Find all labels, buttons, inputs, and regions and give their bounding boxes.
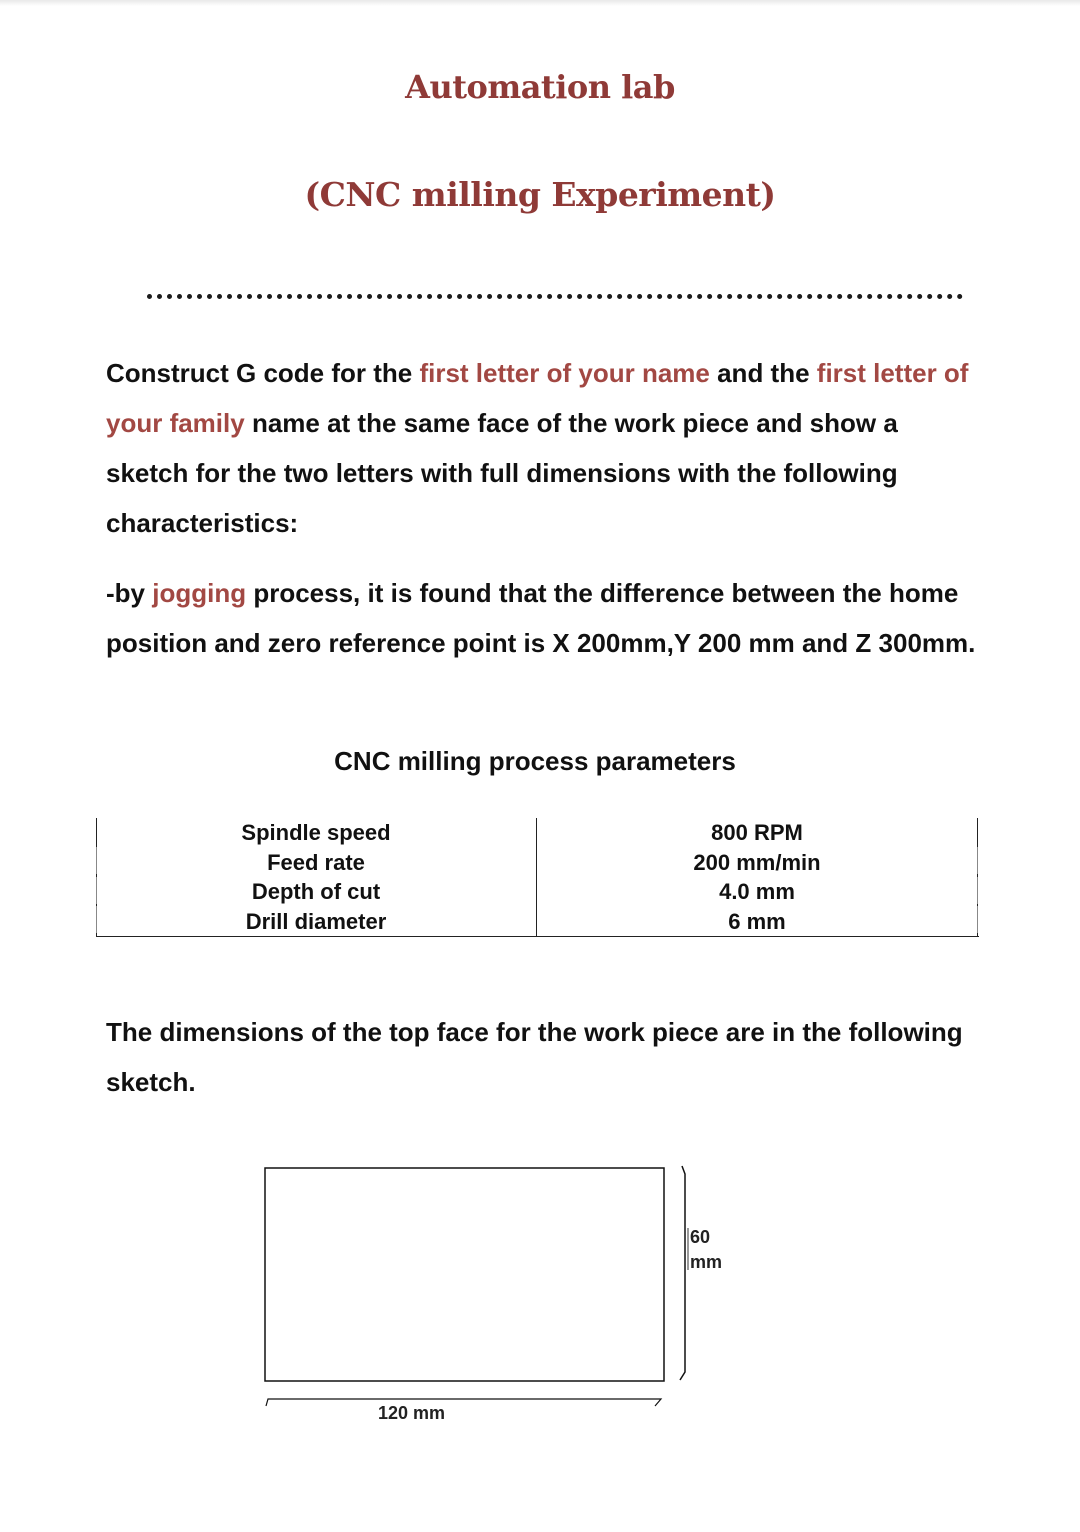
height-unit-label: mm xyxy=(690,1252,723,1272)
jogging-text-1: -by xyxy=(106,578,153,608)
jogging-highlight: jogging xyxy=(152,578,247,608)
page-title: Automation lab xyxy=(405,68,675,106)
task-highlight-family-name: first letter of your family xyxy=(106,358,969,438)
parameter-value: 200 mm/min xyxy=(693,849,821,875)
parameter-name: Feed rate xyxy=(267,849,365,875)
parameters-table-title: CNC milling process parameters xyxy=(334,746,736,776)
width-dimension-line xyxy=(266,1399,661,1406)
parameter-value: 6 mm xyxy=(728,908,786,934)
height-value-label: 60 xyxy=(690,1227,711,1247)
workpiece-intro: The dimensions of the top face for the work piece are in the following sketch. xyxy=(106,1017,963,1097)
parameter-name: Drill diameter xyxy=(245,908,387,934)
task-text-1: Construct G code for the xyxy=(106,358,420,388)
width-label: 120 mm xyxy=(378,1403,446,1423)
page-subtitle: (CNC milling Experiment) xyxy=(304,175,776,214)
task-highlight-first-name: first letter of your name xyxy=(419,358,710,388)
parameter-name: Spindle speed xyxy=(241,820,391,845)
task-text-2: and the xyxy=(709,358,817,388)
task-text-3: name at the same face of the work piece and show a sketch for the two letters with full dimensions with the following characteristics: xyxy=(106,408,898,538)
parameter-name: Depth of cut xyxy=(251,879,381,904)
parameter-value: 800 RPM xyxy=(711,820,803,845)
parameter-value: 4.0 mm xyxy=(719,879,795,904)
height-dimension-line xyxy=(680,1166,685,1380)
workpiece-rectangle xyxy=(265,1168,664,1381)
jogging-text-2: process, it is found that the difference between the home position and zero reference point is X 200mm,Y 200 mm and Z 300mm. xyxy=(106,578,976,658)
